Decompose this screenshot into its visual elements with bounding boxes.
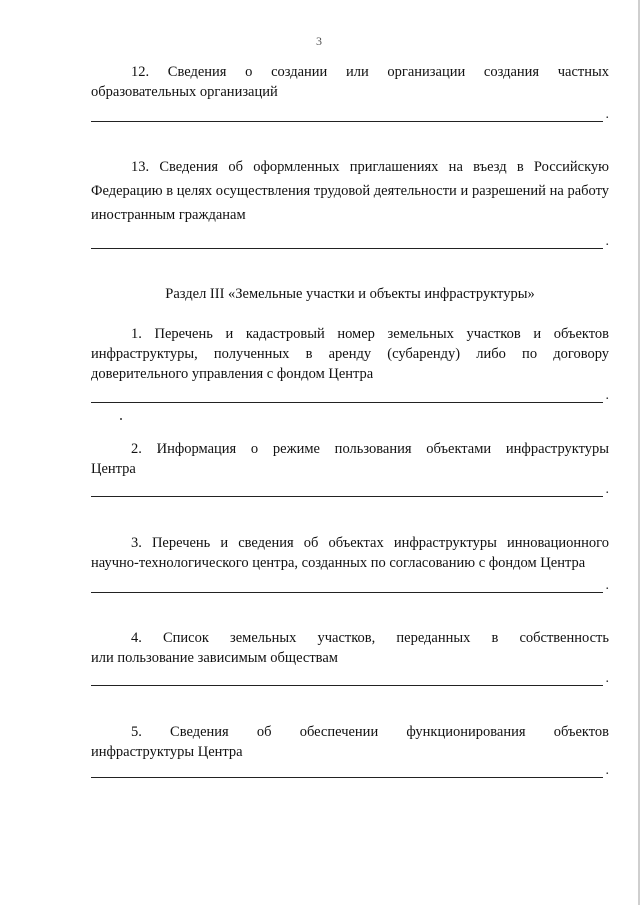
section-item-3-first-line: 3. Перечень и сведения об объектах инфраструктуры инновационного [131, 535, 609, 551]
item-13-paragraph [91, 155, 609, 227]
item-12-rest: образовательных организаций [91, 84, 278, 100]
section-item-2-paragraph [91, 439, 609, 479]
section-item-4-fill-line [91, 685, 603, 686]
item-12-fill-line [91, 121, 603, 122]
section-item-4-first-line: 4. Список земельных участков, переданных в собственность [131, 630, 609, 646]
item-13-fill-line [91, 248, 603, 249]
page-number: 3 [316, 34, 322, 48]
section-item-5-rest: инфраструктуры Центра [91, 744, 243, 760]
item-12-first-line: 12. Сведения о создании или организации создания частных [131, 64, 609, 80]
section-item-1-paragraph [91, 324, 609, 384]
section-item-4-rest: или пользование зависимым обществам [91, 650, 338, 666]
section-item-3-fill-line [91, 592, 603, 593]
section-title: Раздел III «Земельные участки и объекты инфраструктуры» [165, 286, 535, 302]
section-item-2-fill-line [91, 496, 603, 497]
section-item-3-paragraph [91, 533, 609, 573]
section-item-5-fill-line [91, 777, 603, 778]
section-item-1-fill-line [91, 402, 603, 403]
stray-dot [120, 418, 122, 420]
section-item-3-rest: научно-технологического центра, созданных по согласованию с фондом Центра [91, 555, 586, 571]
section-item-5-first-line: 5. Сведения об обеспечении функционирования объектов [131, 724, 609, 740]
item-12-paragraph [91, 62, 609, 102]
section-item-2-rest: Центра [91, 461, 136, 477]
section-item-4-paragraph [91, 628, 609, 668]
item-13-rest: Федерацию в целях осуществления трудовой деятельности и разрешений на работу иностранным гражданам [91, 183, 609, 223]
section-item-1-first-line: 1. Перечень и кадастровый номер земельных участков и объектов [131, 326, 609, 342]
section-item-1-rest: инфраструктуры, полученных в аренду (субаренду) либо по договору доверительного управления с фондом Центра [91, 346, 609, 382]
section-item-2-first-line: 2. Информация о режиме пользования объектами инфраструктуры [131, 441, 609, 457]
item-13-first-line: 13. Сведения об оформленных приглашениях на въезд в Российскую [131, 159, 609, 175]
section-item-5-paragraph [91, 722, 609, 762]
